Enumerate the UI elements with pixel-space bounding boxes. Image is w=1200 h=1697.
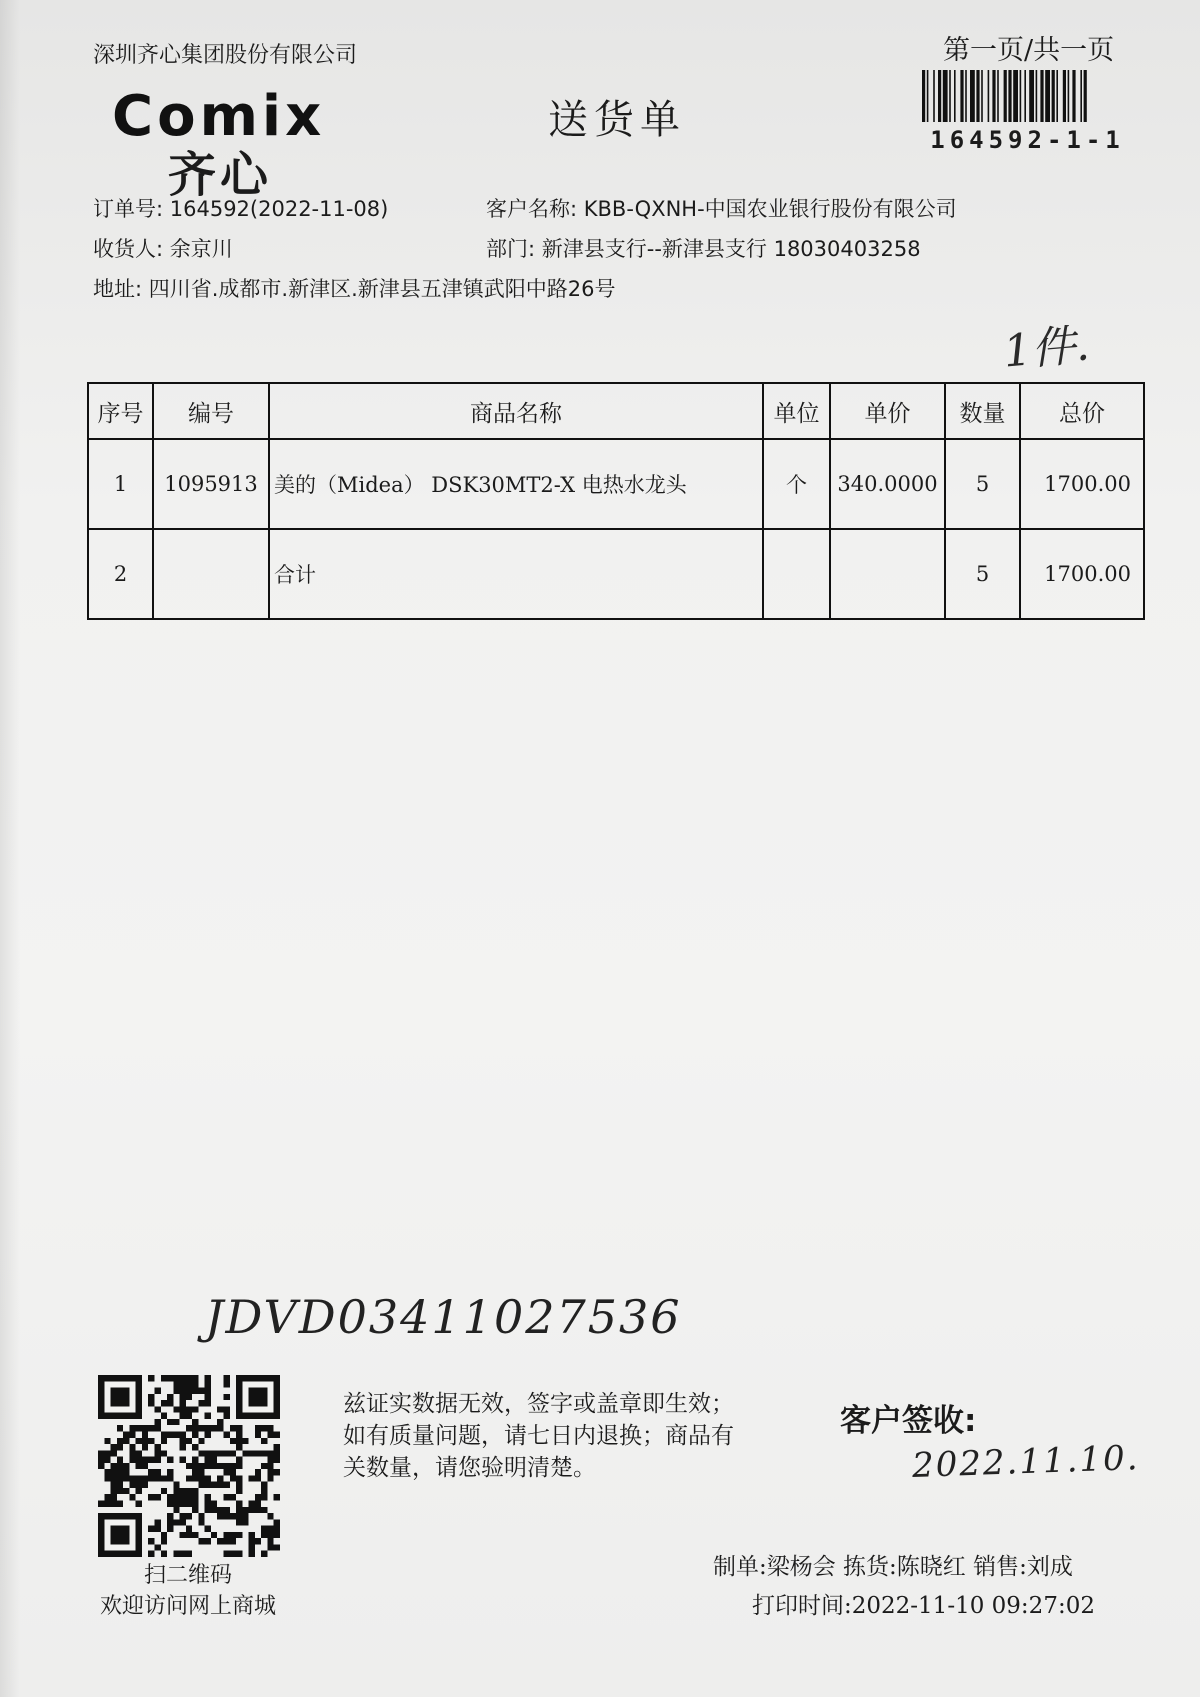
cell-product-name: 合计 <box>269 529 763 619</box>
cell-unit <box>763 529 830 619</box>
col-header-seq: 序号 <box>88 383 153 439</box>
customer-signature-label: 客户签收: <box>840 1403 977 1439</box>
cell-qty: 5 <box>945 439 1020 529</box>
logo-chinese-name: 齐心 <box>168 147 273 203</box>
table-row <box>88 529 1144 619</box>
document-title: 送货单 <box>548 97 686 143</box>
department: 部门: 新津县支行--新津县支行 18030403258 <box>486 237 921 261</box>
table-row <box>88 439 1144 529</box>
page-info: 第一页/共一页 <box>943 35 1115 66</box>
order-number: 订单号: 164592(2022-11-08) <box>93 197 389 221</box>
qr-caption <box>88 1560 288 1622</box>
cell-seq: 2 <box>88 529 153 619</box>
handwritten-item-count: 1件. <box>1001 319 1092 378</box>
qr-code-image <box>98 1375 280 1557</box>
company-name: 深圳齐心集团股份有限公司 <box>93 43 358 68</box>
table-header-row <box>88 383 1144 439</box>
cell-price: 340.0000 <box>830 439 945 529</box>
col-header-total: 总价 <box>1020 383 1144 439</box>
col-header-unit: 单位 <box>763 383 830 439</box>
page-edge-shadow <box>0 0 20 1697</box>
cell-qty: 5 <box>945 529 1020 619</box>
cell-code: 1095913 <box>153 439 269 529</box>
cell-total: 1700.00 <box>1020 439 1144 529</box>
qr-caption-line-1: 扫二维码 <box>143 1563 232 1588</box>
handwritten-sign-date: 2022.11.10. <box>911 1438 1141 1486</box>
receiver-name: 收货人: 余京川 <box>93 237 233 261</box>
customer-name: 客户名称: KBB-QXNH-中国农业银行股份有限公司 <box>486 197 957 221</box>
qr-caption-line-2: 欢迎访问网上商城 <box>99 1594 276 1619</box>
col-header-price: 单价 <box>830 383 945 439</box>
cell-total: 1700.00 <box>1020 529 1144 619</box>
barcode-image <box>922 70 1135 122</box>
goods-table <box>87 382 1145 620</box>
staff-info: 制单:梁杨会 拣货:陈晓红 销售:刘成 <box>713 1554 1073 1580</box>
cell-code <box>153 529 269 619</box>
col-header-qty: 数量 <box>945 383 1020 439</box>
delivery-address: 地址: 四川省.成都市.新津区.新津县五津镇武阳中路26号 <box>93 277 616 301</box>
col-header-name: 商品名称 <box>269 383 763 439</box>
cell-price <box>830 529 945 619</box>
barcode-number: 164592-1-1 <box>930 126 1125 154</box>
print-time: 打印时间:2022-11-10 09:27:02 <box>752 1593 1095 1619</box>
cell-seq: 1 <box>88 439 153 529</box>
cell-product-name: 美的（Midea） DSK30MT2-X 电热水龙头 <box>269 439 763 529</box>
col-header-code: 编号 <box>153 383 269 439</box>
notice-text: 兹证实数据无效，签字或盖章即生效；如有质量问题，请七日内退换；商品有关数量，请您验明清楚。 <box>343 1391 734 1481</box>
handwritten-tracking-number: JDVD03411027536 <box>205 1290 682 1344</box>
comix-logo-text: Comix <box>112 88 326 144</box>
cell-unit: 个 <box>763 439 830 529</box>
